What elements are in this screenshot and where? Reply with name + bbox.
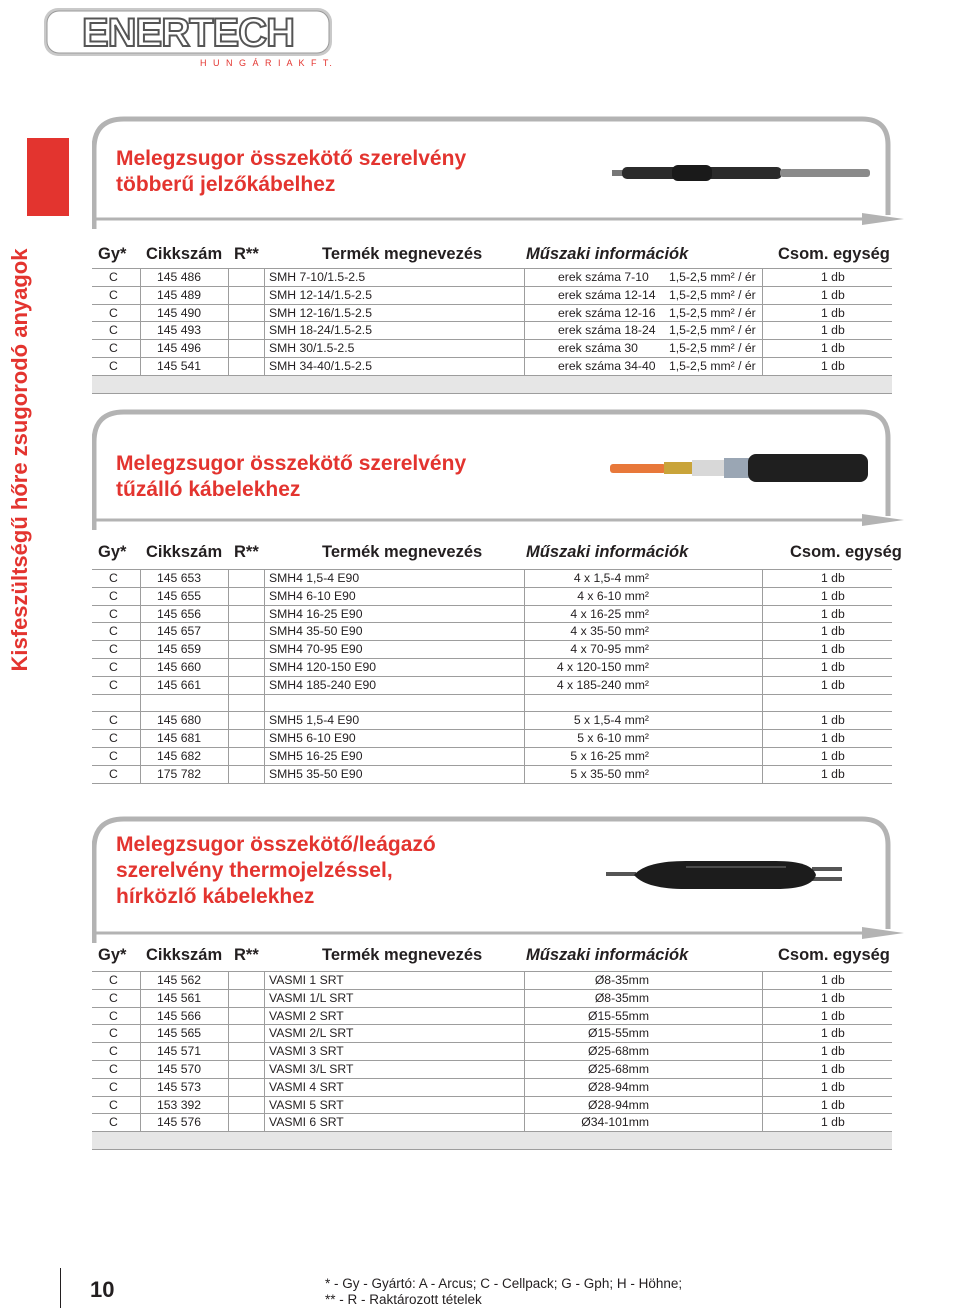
table-row: C 145 489 SMH 12-14/1.5-2.5 erek száma 12-14 1,5-2,5 mm² / ér 1 db bbox=[92, 287, 892, 305]
table-row: C 145 653 SMH4 1,5-4 E90 4 x 1,5-4 mm² 1 db bbox=[92, 570, 892, 588]
table-row: C 145 573 VASMI 4 SRT Ø28-94mm 1 db bbox=[92, 1079, 892, 1097]
footer-separator bbox=[60, 1268, 61, 1308]
brand-sub: H U N G Á R I A K F T. bbox=[200, 58, 334, 68]
table-row: C 145 562 VASMI 1 SRT Ø8-35mm 1 db bbox=[92, 972, 892, 990]
section1-table bbox=[92, 268, 892, 394]
section1-title: Melegzsugor összekötő szerelvény többerű jelzőkábelhez bbox=[116, 147, 467, 196]
table-row: C 145 660 SMH4 120-150 E90 4 x 120-150 mm² 1 db bbox=[92, 659, 892, 677]
table-row: C 145 655 SMH4 6-10 E90 4 x 6-10 mm² 1 db bbox=[92, 588, 892, 606]
table-row: C 145 656 SMH4 16-25 E90 4 x 16-25 mm² 1 db bbox=[92, 606, 892, 624]
section2-table bbox=[92, 569, 892, 784]
table-row: C 145 571 VASMI 3 SRT Ø25-68mm 1 db bbox=[92, 1043, 892, 1061]
brand-name: ENERTECH bbox=[81, 11, 295, 55]
table-row: C 145 561 VASMI 1/L SRT Ø8-35mm 1 db bbox=[92, 990, 892, 1008]
footnotes bbox=[325, 1276, 682, 1308]
page-number: 10 bbox=[90, 1277, 115, 1302]
table-row: C 145 486 SMH 7-10/1.5-2.5 erek száma 7-10 1,5-2,5 mm² / ér 1 db bbox=[92, 269, 892, 287]
section2-column-header: Gy* Cikkszám R** Termék megnevezés Műszaki információk Csom. egység bbox=[98, 543, 902, 561]
section1-column-header: Gy* Cikkszám R** Termék megnevezés Műszaki információk Csom. egység bbox=[98, 245, 890, 263]
enertech-logo bbox=[42, 4, 342, 68]
footnote-1: * - Gy - Gyártó: A - Arcus; C - Cellpack; G - Gph; H - Höhne; bbox=[325, 1276, 683, 1291]
spacer-row bbox=[92, 1132, 892, 1150]
side-label: Kisfeszültségű hőre zsugorodó anyagok bbox=[7, 248, 32, 672]
fireproof-joint-image bbox=[610, 448, 872, 488]
section3-title: Melegzsugor összekötő/leágazó szerelvény thermojelzéssel, hírközlő kábelekhez bbox=[116, 833, 436, 908]
table-row: C 145 576 VASMI 6 SRT Ø34-101mm 1 db bbox=[92, 1114, 892, 1132]
section2-title: Melegzsugor összekötő szerelvény tűzálló kábelekhez bbox=[116, 452, 467, 501]
spacer-row bbox=[92, 376, 892, 394]
table-row: C 145 570 VASMI 3/L SRT Ø25-68mm 1 db bbox=[92, 1061, 892, 1079]
table-row: C 145 490 SMH 12-16/1.5-2.5 erek száma 12-16 1,5-2,5 mm² / ér 1 db bbox=[92, 305, 892, 323]
table-row bbox=[92, 695, 892, 713]
table-row: C 145 565 VASMI 2/L SRT Ø15-55mm 1 db bbox=[92, 1025, 892, 1043]
table-row: C 145 661 SMH4 185-240 E90 4 x 185-240 mm² 1 db bbox=[92, 677, 892, 695]
table-row: C 145 566 VASMI 2 SRT Ø15-55mm 1 db bbox=[92, 1008, 892, 1026]
table-row: C 145 680 SMH5 1,5-4 E90 5 x 1,5-4 mm² 1 db bbox=[92, 712, 892, 730]
table-row: C 145 541 SMH 34-40/1.5-2.5 erek száma 34-40 1,5-2,5 mm² / ér 1 db bbox=[92, 358, 892, 376]
table-row: C 145 657 SMH4 35-50 E90 4 x 35-50 mm² 1 db bbox=[92, 623, 892, 641]
vasmi-joint-image bbox=[606, 855, 842, 895]
table-row: C 145 493 SMH 18-24/1.5-2.5 erek száma 18-24 1,5-2,5 mm² / ér 1 db bbox=[92, 322, 892, 340]
table-row: C 145 496 SMH 30/1.5-2.5 erek száma 30 1,5-2,5 mm² / ér 1 db bbox=[92, 340, 892, 358]
table-row: C 145 682 SMH5 16-25 E90 5 x 16-25 mm² 1 db bbox=[92, 748, 892, 766]
table-row: C 175 782 SMH5 35-50 E90 5 x 35-50 mm² 1 db bbox=[92, 766, 892, 784]
section3-column-header: Gy* Cikkszám R** Termék megnevezés Műszaki információk Csom. egység bbox=[98, 946, 890, 964]
section3-table bbox=[92, 971, 892, 1150]
table-row: C 153 392 VASMI 5 SRT Ø28-94mm 1 db bbox=[92, 1097, 892, 1115]
table-row: C 145 659 SMH4 70-95 E90 4 x 70-95 mm² 1 db bbox=[92, 641, 892, 659]
footnote-2: ** - R - Raktározott tételek bbox=[325, 1292, 482, 1307]
shrink-joint-image bbox=[612, 160, 872, 186]
side-accent-bar bbox=[27, 138, 69, 216]
table-row: C 145 681 SMH5 6-10 E90 5 x 6-10 mm² 1 db bbox=[92, 730, 892, 748]
